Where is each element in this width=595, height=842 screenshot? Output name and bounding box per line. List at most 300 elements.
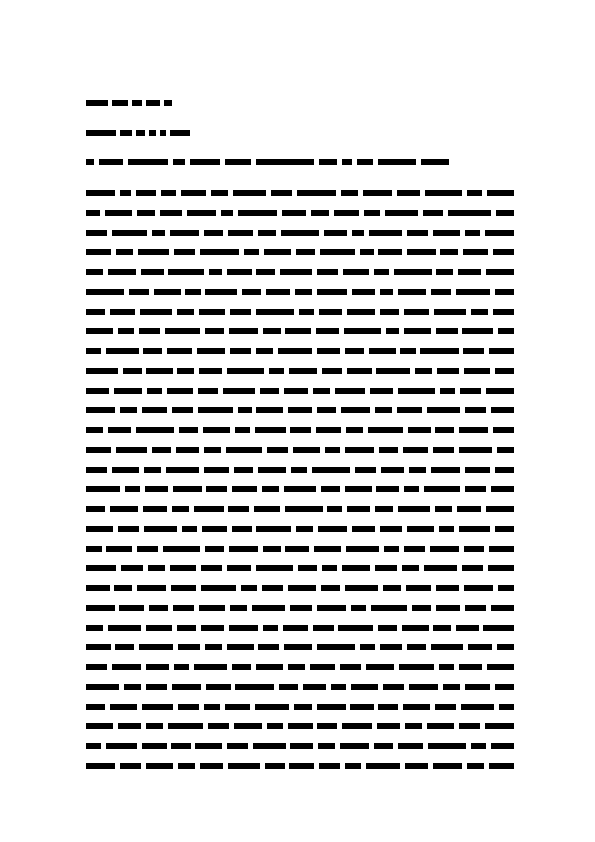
illegible-word [425, 190, 462, 196]
illegible-word [352, 289, 375, 295]
illegible-word [143, 348, 162, 354]
illegible-word [312, 467, 351, 473]
illegible-word [142, 704, 173, 710]
illegible-word [497, 447, 514, 453]
illegible-word [402, 565, 419, 571]
text-line [86, 544, 514, 554]
illegible-word [342, 723, 373, 729]
illegible-word [234, 723, 263, 729]
illegible-word [433, 625, 450, 631]
illegible-word [227, 644, 254, 650]
illegible-word [407, 230, 428, 236]
text-line [86, 504, 514, 514]
illegible-word [263, 625, 278, 631]
illegible-word [86, 130, 116, 136]
illegible-word [129, 289, 150, 295]
illegible-word [443, 684, 460, 690]
text-line [86, 563, 514, 573]
text-line [86, 662, 514, 672]
illegible-word [465, 467, 490, 473]
illegible-word [385, 210, 419, 216]
illegible-word [288, 723, 313, 729]
illegible-word [86, 723, 113, 729]
illegible-word [343, 269, 370, 275]
illegible-word [289, 763, 314, 769]
illegible-word [112, 467, 139, 473]
illegible-word [397, 407, 422, 413]
illegible-word [284, 486, 317, 492]
illegible-word [173, 605, 194, 611]
illegible-word [290, 427, 311, 433]
illegible-word [205, 289, 237, 295]
illegible-word [228, 506, 249, 512]
illegible-word [178, 644, 201, 650]
illegible-word [459, 447, 492, 453]
illegible-word [229, 546, 258, 552]
illegible-word [144, 467, 161, 473]
illegible-word [290, 743, 313, 749]
illegible-word [141, 269, 164, 275]
illegible-word [486, 269, 514, 275]
illegible-word [436, 269, 453, 275]
illegible-word [201, 585, 236, 591]
illegible-word [125, 486, 140, 492]
illegible-word [136, 130, 145, 136]
illegible-word [108, 427, 131, 433]
illegible-word [316, 427, 341, 433]
illegible-word [321, 585, 341, 591]
illegible-word [106, 743, 137, 749]
illegible-word [204, 704, 220, 710]
illegible-word [498, 328, 514, 334]
text-line [86, 761, 514, 771]
illegible-word [205, 644, 222, 650]
illegible-word [491, 407, 514, 413]
illegible-word [424, 486, 460, 492]
illegible-word [485, 723, 514, 729]
illegible-word [465, 486, 486, 492]
illegible-word [86, 427, 103, 433]
text-line [86, 682, 514, 692]
illegible-word [375, 506, 394, 512]
illegible-word [266, 289, 291, 295]
illegible-word [138, 249, 169, 255]
illegible-word [461, 704, 494, 710]
illegible-word [345, 447, 374, 453]
illegible-word [467, 190, 483, 196]
text-line [86, 188, 514, 198]
text-line [86, 307, 514, 317]
illegible-word [137, 546, 158, 552]
illegible-word [405, 723, 422, 729]
illegible-word [487, 190, 514, 196]
illegible-word [179, 427, 198, 433]
illegible-word [137, 585, 166, 591]
illegible-word [171, 585, 196, 591]
illegible-word [200, 249, 239, 255]
illegible-word [181, 190, 206, 196]
illegible-word [364, 210, 380, 216]
illegible-word [350, 704, 373, 710]
text-line [86, 741, 514, 751]
illegible-word [463, 348, 484, 354]
illegible-word [120, 190, 132, 196]
illegible-word [228, 763, 261, 769]
illegible-word [495, 467, 514, 473]
illegible-word [493, 309, 514, 315]
illegible-word [256, 159, 314, 165]
illegible-word [294, 704, 311, 710]
illegible-word [297, 190, 336, 196]
illegible-word [407, 249, 436, 255]
illegible-word [316, 328, 339, 334]
illegible-word [378, 625, 397, 631]
illegible-word [319, 159, 337, 165]
illegible-word [403, 447, 428, 453]
illegible-word [284, 644, 312, 650]
illegible-word [464, 368, 490, 374]
illegible-word [499, 704, 515, 710]
illegible-word [380, 289, 393, 295]
illegible-word [340, 743, 369, 749]
illegible-word [258, 644, 279, 650]
illegible-word [491, 486, 514, 492]
illegible-word [205, 546, 225, 552]
illegible-word [256, 269, 275, 275]
illegible-word [232, 486, 257, 492]
illegible-word [86, 684, 119, 690]
illegible-word [434, 309, 467, 315]
illegible-word [105, 210, 133, 216]
illegible-word [335, 388, 365, 394]
illegible-word [288, 585, 315, 591]
illegible-word [486, 388, 514, 394]
illegible-word [383, 684, 404, 690]
illegible-word [279, 684, 298, 690]
illegible-word [86, 100, 108, 106]
illegible-word [341, 190, 358, 196]
illegible-word [288, 664, 305, 670]
illegible-word [227, 269, 252, 275]
illegible-word [174, 664, 189, 670]
illegible-word [201, 625, 224, 631]
illegible-word [119, 605, 144, 611]
illegible-word [198, 407, 233, 413]
illegible-word [404, 328, 431, 334]
text-line [86, 425, 514, 435]
illegible-word [420, 348, 458, 354]
illegible-word [171, 743, 190, 749]
illegible-word [325, 447, 340, 453]
illegible-word [229, 328, 258, 334]
illegible-word [86, 407, 115, 413]
illegible-word [489, 546, 514, 552]
illegible-word [347, 368, 372, 374]
illegible-word [146, 763, 173, 769]
illegible-word [194, 506, 224, 512]
illegible-word [86, 447, 111, 453]
illegible-word [345, 348, 364, 354]
illegible-word [423, 210, 443, 216]
illegible-word [456, 289, 490, 295]
illegible-word [99, 159, 123, 165]
illegible-word [462, 565, 483, 571]
text-line [86, 583, 514, 593]
illegible-word [321, 486, 340, 492]
illegible-word [407, 526, 434, 532]
illegible-word [86, 526, 113, 532]
text-line [86, 228, 514, 238]
illegible-word [345, 585, 378, 591]
illegible-word [327, 506, 342, 512]
illegible-word [317, 723, 336, 729]
illegible-word [143, 506, 168, 512]
illegible-word [351, 684, 378, 690]
illegible-word [376, 368, 410, 374]
illegible-word [485, 230, 514, 236]
text-line [86, 702, 514, 712]
illegible-word [225, 704, 250, 710]
text-line [86, 326, 514, 336]
illegible-word [491, 743, 514, 749]
illegible-word [313, 625, 334, 631]
illegible-word [202, 526, 227, 532]
illegible-word [409, 467, 426, 473]
illegible-word [404, 546, 425, 552]
illegible-word [204, 467, 229, 473]
illegible-word [147, 388, 162, 394]
text-line [86, 208, 514, 218]
illegible-word [360, 249, 374, 255]
illegible-word [465, 684, 490, 690]
illegible-word [467, 763, 484, 769]
illegible-word [152, 447, 171, 453]
illegible-word [265, 763, 284, 769]
illegible-word [366, 664, 395, 670]
illegible-word [340, 664, 361, 670]
illegible-word [172, 407, 193, 413]
illegible-word [378, 704, 397, 710]
illegible-word [408, 427, 431, 433]
illegible-word [399, 664, 434, 670]
illegible-word [120, 407, 137, 413]
illegible-word [493, 249, 514, 255]
illegible-word [124, 684, 141, 690]
illegible-word [459, 526, 490, 532]
illegible-word [381, 467, 404, 473]
illegible-word [164, 100, 172, 106]
illegible-word [86, 328, 113, 334]
illegible-word [471, 743, 486, 749]
illegible-word [440, 388, 455, 394]
illegible-word [86, 289, 124, 295]
illegible-word [86, 644, 111, 650]
illegible-word [398, 743, 423, 749]
illegible-word [167, 348, 192, 354]
illegible-word [264, 249, 291, 255]
illegible-word [199, 605, 226, 611]
illegible-word [404, 309, 429, 315]
illegible-word [118, 328, 134, 334]
illegible-word [360, 644, 375, 650]
illegible-word [256, 348, 273, 354]
illegible-word [318, 526, 347, 532]
illegible-word [406, 585, 431, 591]
illegible-word [267, 723, 282, 729]
illegible-word [352, 230, 364, 236]
illegible-word [230, 309, 251, 315]
illegible-word [320, 249, 355, 255]
illegible-word [483, 625, 514, 631]
illegible-word [464, 585, 493, 591]
illegible-word [319, 309, 342, 315]
illegible-word [86, 190, 115, 196]
illegible-word [199, 309, 226, 315]
text-line [86, 267, 514, 277]
illegible-word [278, 348, 312, 354]
illegible-word [223, 388, 255, 394]
illegible-word [456, 625, 479, 631]
illegible-word [324, 230, 347, 236]
illegible-word [436, 328, 457, 334]
illegible-word [357, 159, 373, 165]
illegible-word [347, 506, 370, 512]
illegible-word [463, 249, 488, 255]
illegible-word [86, 368, 118, 374]
illegible-word [346, 427, 363, 433]
illegible-word [163, 546, 200, 552]
illegible-word [232, 526, 251, 532]
illegible-word [86, 664, 107, 670]
illegible-word [427, 723, 454, 729]
illegible-word [465, 605, 486, 611]
illegible-word [199, 368, 222, 374]
illegible-word [167, 388, 194, 394]
illegible-word [314, 546, 341, 552]
illegible-word [342, 565, 370, 571]
illegible-word [170, 230, 199, 236]
illegible-word [227, 743, 248, 749]
illegible-word [165, 328, 200, 334]
illegible-word [394, 269, 432, 275]
illegible-word [136, 427, 174, 433]
illegible-word [201, 565, 222, 571]
illegible-word [86, 269, 103, 275]
illegible-word [285, 506, 323, 512]
illegible-word [86, 605, 115, 611]
illegible-word [86, 704, 105, 710]
illegible-word [238, 407, 252, 413]
text-line [86, 524, 514, 534]
illegible-word [206, 486, 227, 492]
illegible-word [177, 625, 196, 631]
illegible-word [112, 664, 141, 670]
illegible-word [106, 546, 131, 552]
illegible-word [238, 210, 277, 216]
illegible-word [260, 388, 279, 394]
illegible-word [86, 348, 101, 354]
illegible-word [439, 526, 455, 532]
illegible-word [299, 309, 314, 315]
illegible-word [120, 763, 141, 769]
illegible-word [398, 289, 426, 295]
illegible-word [145, 486, 168, 492]
illegible-word [146, 625, 173, 631]
illegible-word [256, 526, 291, 532]
illegible-word [118, 723, 141, 729]
illegible-word [465, 407, 486, 413]
illegible-word [86, 625, 103, 631]
illegible-word [433, 447, 454, 453]
illegible-word [317, 407, 336, 413]
illegible-word [289, 368, 317, 374]
illegible-word [106, 348, 139, 354]
illegible-word [152, 230, 166, 236]
text-line [86, 346, 514, 356]
illegible-word [116, 249, 133, 255]
illegible-word [409, 684, 438, 690]
illegible-word [242, 289, 261, 295]
illegible-word [317, 269, 338, 275]
illegible-word [168, 723, 203, 729]
illegible-word [120, 130, 132, 136]
illegible-word [322, 368, 343, 374]
illegible-word [496, 210, 514, 216]
illegible-word [398, 506, 430, 512]
illegible-word [86, 388, 109, 394]
illegible-word [303, 684, 326, 690]
illegible-word [114, 585, 132, 591]
illegible-word [256, 664, 283, 670]
text-line [86, 642, 514, 652]
illegible-word [86, 249, 111, 255]
illegible-word [174, 249, 195, 255]
illegible-word [185, 289, 200, 295]
illegible-word [334, 210, 360, 216]
illegible-word [311, 210, 329, 216]
illegible-word [232, 664, 251, 670]
illegible-word [86, 506, 105, 512]
illegible-word [149, 130, 156, 136]
illegible-word [195, 743, 222, 749]
text-line [86, 603, 514, 613]
illegible-word [459, 723, 480, 729]
illegible-word [486, 506, 514, 512]
illegible-word [146, 100, 160, 106]
illegible-word [345, 486, 372, 492]
illegible-word [194, 664, 227, 670]
illegible-word [383, 585, 401, 591]
illegible-word [371, 605, 407, 611]
body-paragraph [86, 188, 514, 781]
illegible-word [108, 625, 141, 631]
illegible-word [464, 546, 484, 552]
illegible-word [190, 159, 220, 165]
illegible-word [170, 130, 190, 136]
illegible-word [172, 506, 189, 512]
illegible-word [295, 289, 312, 295]
illegible-word [230, 605, 247, 611]
illegible-word [262, 585, 284, 591]
illegible-word [187, 210, 217, 216]
illegible-word [495, 289, 514, 295]
illegible-word [256, 309, 294, 315]
illegible-word [154, 289, 181, 295]
illegible-word [182, 526, 198, 532]
text-line [86, 405, 514, 415]
illegible-word [132, 100, 142, 106]
illegible-word [288, 407, 311, 413]
